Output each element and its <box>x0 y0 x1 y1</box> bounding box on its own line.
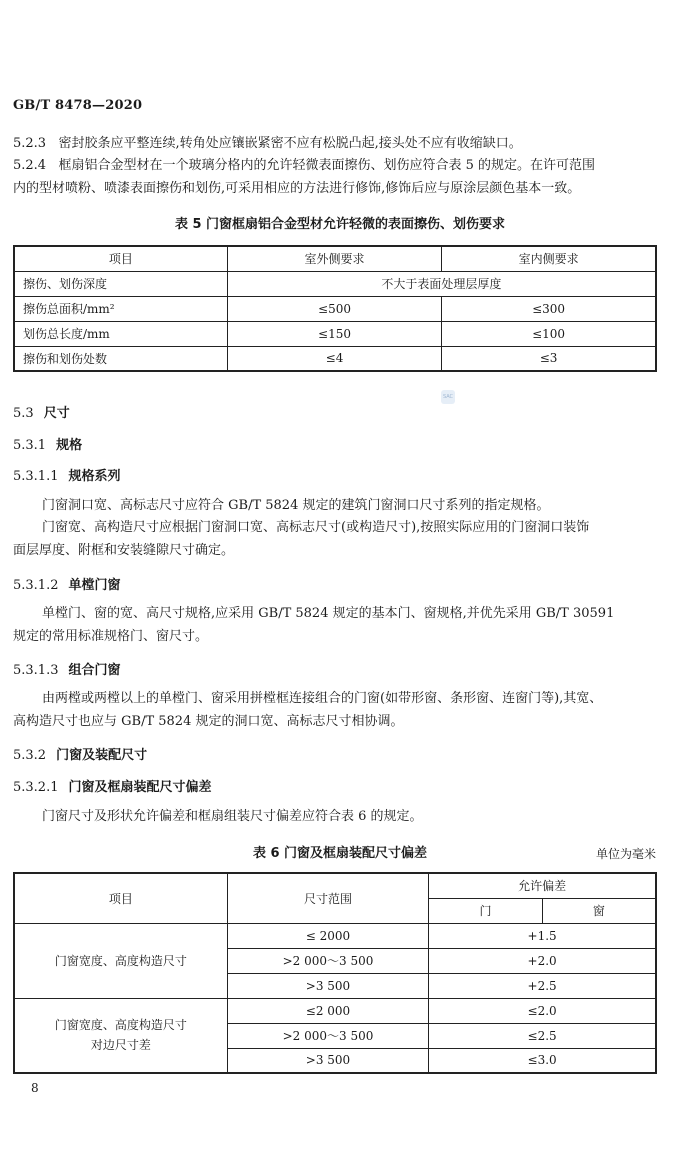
clause-5-2-4-line2: 内的型材喷粉、喷漆表面擦伤和划伤,可采用相应的方法进行修饰,修饰后应与原涂层颜色基本一致。 <box>13 181 581 196</box>
section-5-3-1-1 <box>13 465 121 484</box>
table6-cell-value: ≤2.0 <box>429 998 656 1023</box>
section-5-3 <box>13 402 70 421</box>
page-number: 8 <box>31 1081 39 1095</box>
sac-watermark-logo: SAC <box>441 390 455 404</box>
section-number: 5.3.1.1 <box>13 469 59 484</box>
table6-cell-value: +1.5 <box>429 923 656 948</box>
table6-cell-value: +2.0 <box>429 948 656 973</box>
section-number: 5.3.1.3 <box>13 663 59 678</box>
table6-header-window: 窗 <box>542 898 656 923</box>
clause-text-line1: 框扇铝合金型材在一个玻璃分格内的允许轻微表面擦伤、划伤应符合表 5 的规定。在许可范围 <box>58 158 596 173</box>
table5-cell-outdoor: ≤500 <box>227 296 441 321</box>
section-title: 门窗及框扇装配尺寸偏差 <box>68 780 212 795</box>
paragraph-combined-line2: 高构造尺寸也应与 GB/T 5824 规定的洞口宽、高标志尺寸相协调。 <box>13 714 404 729</box>
table6-caption: 表 6 门窗及框扇装配尺寸偏差 <box>252 846 428 861</box>
section-title: 组合门窗 <box>68 663 121 678</box>
clause-5-2-3 <box>13 135 522 153</box>
table-row <box>14 321 656 346</box>
table5-cell-indoor: ≤100 <box>442 321 656 346</box>
table-row <box>14 998 656 1023</box>
clause-5-2-4 <box>13 157 595 175</box>
table-row <box>14 923 656 948</box>
clause-number: 5.2.3 <box>13 136 47 151</box>
section-number: 5.3.2 <box>13 748 47 763</box>
table-row <box>14 346 656 371</box>
section-number: 5.3 <box>13 406 34 421</box>
table-row <box>14 271 656 296</box>
table5-cell-outdoor: ≤150 <box>227 321 441 346</box>
table6-cell-range: >3 500 <box>227 1048 428 1073</box>
section-5-3-2 <box>13 744 147 763</box>
clause-number: 5.2.4 <box>13 158 47 173</box>
table6-group1-item: 门窗宽度、高度构造尺寸 <box>14 923 227 998</box>
table5-cell-item: 划伤总长度/mm <box>14 321 227 346</box>
table5-header-indoor: 室内侧要求 <box>442 246 656 271</box>
table6-header-tolerance: 允许偏差 <box>429 873 656 898</box>
table6-cell-range: ≤2 000 <box>227 998 428 1023</box>
section-title: 尺寸 <box>43 406 70 421</box>
table6-header-range: 尺寸范围 <box>227 873 428 923</box>
section-number: 5.3.1 <box>13 438 47 453</box>
table6-cell-value: ≤2.5 <box>429 1023 656 1048</box>
paragraph-construct-size-line2: 面层厚度、附框和安装缝隙尺寸确定。 <box>13 543 235 558</box>
table6-header-door: 门 <box>429 898 543 923</box>
section-title: 门窗及装配尺寸 <box>56 748 148 763</box>
table5-cell-item: 擦伤总面积/mm² <box>14 296 227 321</box>
table5-cell-item: 擦伤、划伤深度 <box>14 271 227 296</box>
table6-group2-item <box>14 998 227 1073</box>
table5-header-item: 项目 <box>14 246 227 271</box>
standard-number: GB/T 8478—2020 <box>13 98 143 113</box>
section-title: 规格系列 <box>68 469 121 484</box>
table6-cell-value: ≤3.0 <box>429 1048 656 1073</box>
table6-unit: 单位为毫米 <box>596 847 657 861</box>
table6-cell-range: ≤ 2000 <box>227 923 428 948</box>
paragraph-single-unit-line2: 规定的常用标准规格门、窗尺寸。 <box>13 629 209 644</box>
section-5-3-1-2 <box>13 574 121 593</box>
section-5-3-1 <box>13 434 82 453</box>
table6 <box>13 872 657 1074</box>
paragraph-combined-line1: 由两樘或两樘以上的单樘门、窗采用拼樘框连接组合的门窗(如带形窗、条形窗、连窗门等),其宽、 <box>42 691 603 706</box>
table5-caption: 表 5 门窗框扇铝合金型材允许轻微的表面擦伤、划伤要求 <box>174 217 506 232</box>
paragraph-single-unit-line1: 单樘门、窗的宽、高尺寸规格,应采用 GB/T 5824 规定的基本门、窗规格,并优先采用 GB/T 30591 <box>42 606 615 621</box>
table5-cell-item: 擦伤和划伤处数 <box>14 346 227 371</box>
table5-cell-indoor: ≤300 <box>442 296 656 321</box>
table5-cell-merged: 不大于表面处理层厚度 <box>227 271 656 296</box>
section-number: 5.3.2.1 <box>13 780 59 795</box>
table6-group2-item-line1: 门窗宽度、高度构造尺寸 <box>54 1018 187 1033</box>
table6-cell-range: >3 500 <box>227 973 428 998</box>
table5-cell-indoor: ≤3 <box>442 346 656 371</box>
table5 <box>13 245 657 372</box>
paragraph-spec-series: 门窗洞口宽、高标志尺寸应符合 GB/T 5824 规定的建筑门窗洞口尺寸系列的指定规格。 <box>42 498 550 513</box>
section-5-3-2-1 <box>13 776 212 795</box>
table6-cell-range: >2 000～3 500 <box>227 948 428 973</box>
clause-text: 密封胶条应平整连续,转角处应镶嵌紧密不应有松脱凸起,接头处不应有收缩缺口。 <box>58 136 522 151</box>
section-number: 5.3.1.2 <box>13 578 59 593</box>
table6-group2-item-line2: 对边尺寸差 <box>90 1038 151 1053</box>
section-title: 规格 <box>56 438 83 453</box>
paragraph-construct-size-line1: 门窗宽、高构造尺寸应根据门窗洞口宽、高标志尺寸(或构造尺寸),按照实际应用的门窗洞口装饰 <box>42 520 590 535</box>
paragraph-tolerance: 门窗尺寸及形状允许偏差和框扇组装尺寸偏差应符合表 6 的规定。 <box>42 809 423 824</box>
section-title: 单樘门窗 <box>68 578 121 593</box>
table6-cell-range: >2 000～3 500 <box>227 1023 428 1048</box>
table6-cell-value: +2.5 <box>429 973 656 998</box>
table5-cell-outdoor: ≤4 <box>227 346 441 371</box>
table6-header-item: 项目 <box>14 873 227 923</box>
table-row <box>14 296 656 321</box>
table5-header-outdoor: 室外侧要求 <box>227 246 441 271</box>
section-5-3-1-3 <box>13 659 121 678</box>
